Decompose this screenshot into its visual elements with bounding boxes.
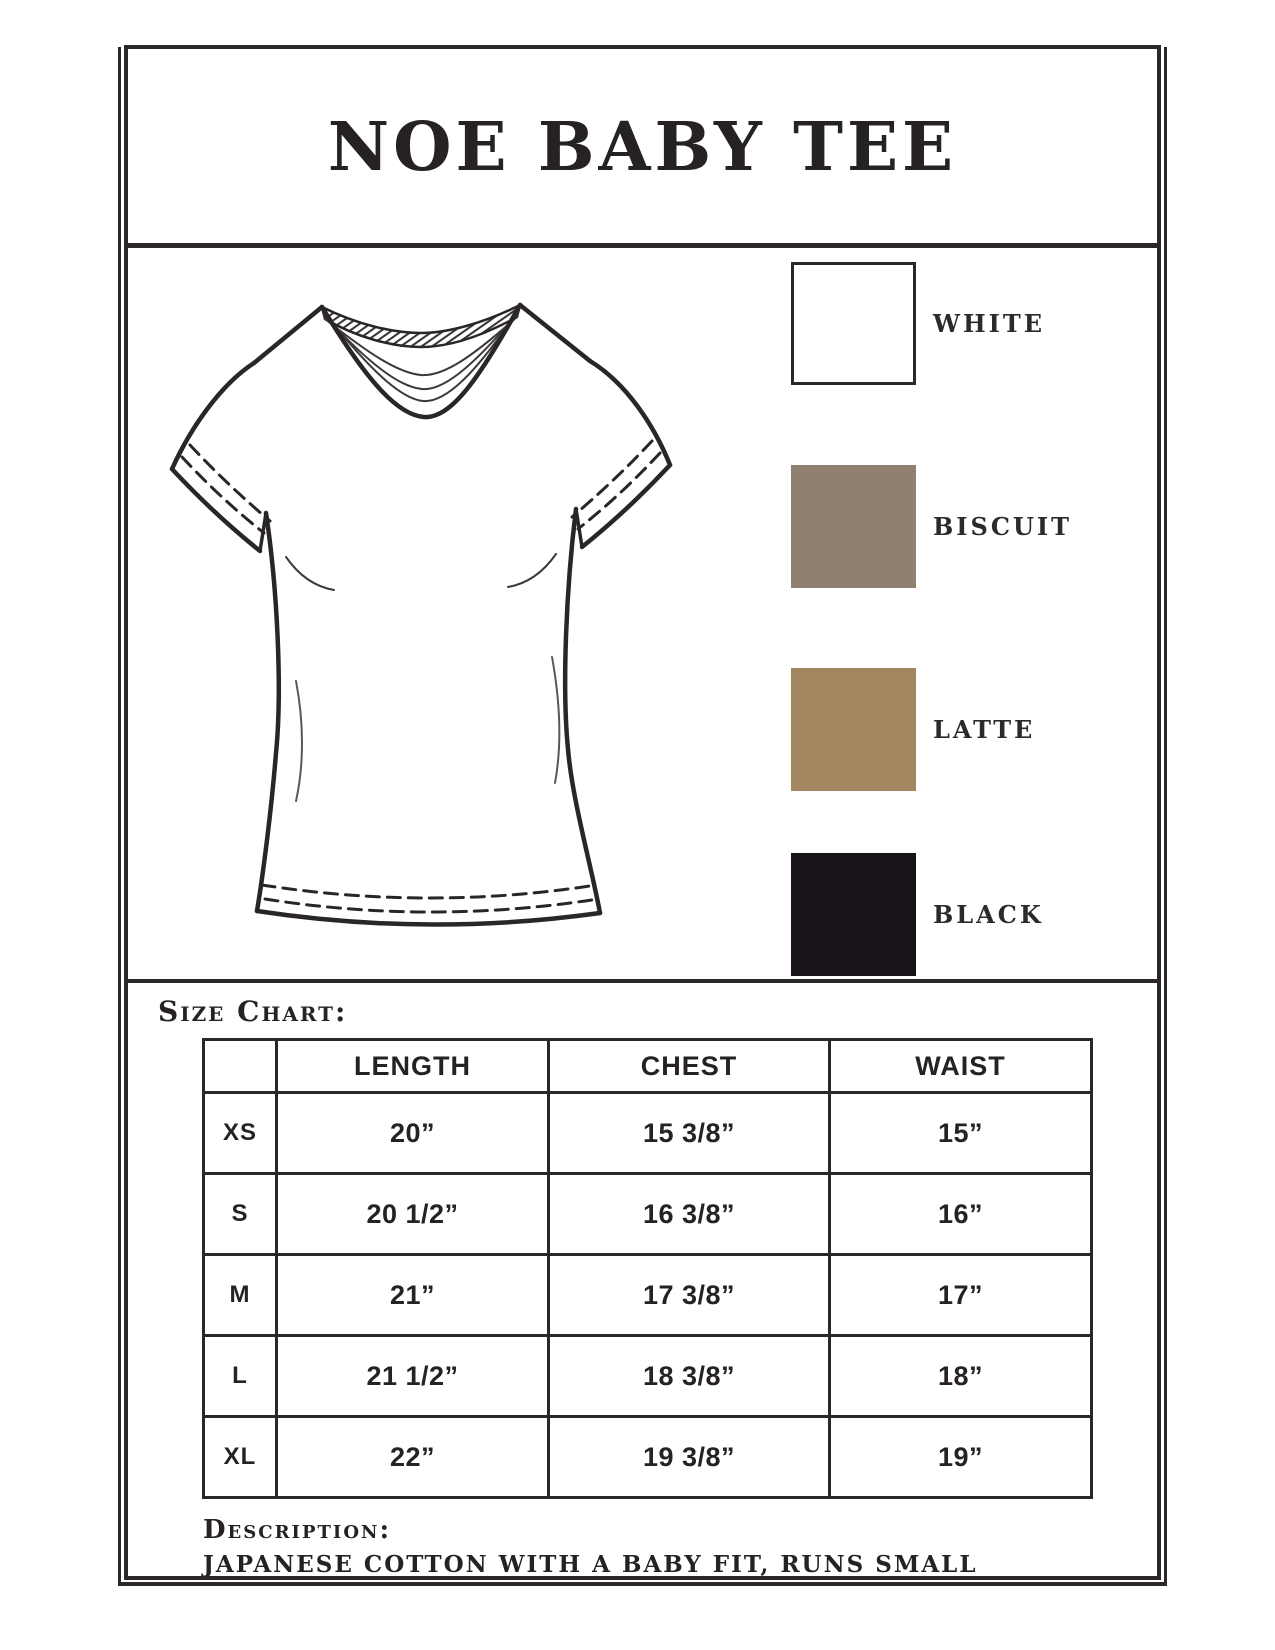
size-chart-section	[128, 983, 1157, 1578]
table-row	[204, 1174, 1092, 1255]
collar	[322, 305, 520, 417]
cell-waist: 16”	[830, 1174, 1092, 1255]
cell-chest: 18 3/8”	[549, 1336, 830, 1417]
table-row	[204, 1336, 1092, 1417]
color-swatch-white	[791, 262, 916, 385]
cell-waist: 18”	[830, 1336, 1092, 1417]
color-swatch-black	[791, 853, 916, 976]
table-row	[204, 1417, 1092, 1498]
cell-waist: 17”	[830, 1255, 1092, 1336]
size-chart-table	[202, 1038, 1093, 1499]
cell-size: L	[204, 1336, 277, 1417]
garment-section	[128, 248, 1157, 983]
title-section	[128, 49, 1157, 248]
swatch-label-latte: LATTE	[933, 715, 1036, 744]
color-swatch-latte	[791, 668, 916, 791]
page-title: NOE BABY TEE	[327, 106, 958, 186]
cell-size: M	[204, 1255, 277, 1336]
cell-chest: 16 3/8”	[549, 1174, 830, 1255]
cell-chest: 17 3/8”	[549, 1255, 830, 1336]
cell-length: 21”	[277, 1255, 549, 1336]
right-sleeve	[572, 361, 670, 547]
cell-chest: 15 3/8”	[549, 1093, 830, 1174]
header-length: LENGTH	[277, 1040, 549, 1093]
table-row	[204, 1255, 1092, 1336]
swatch-label-biscuit: BISCUIT	[933, 512, 1072, 541]
swatch-label-black: BLACK	[933, 900, 1044, 929]
left-sleeve	[172, 363, 270, 551]
cell-length: 20”	[277, 1093, 549, 1174]
swatch-row-latte	[791, 668, 1035, 791]
cell-size: XL	[204, 1417, 277, 1498]
cell-chest: 19 3/8”	[549, 1417, 830, 1498]
cell-length: 21 1/2”	[277, 1336, 549, 1417]
sheet-frame	[124, 45, 1161, 1580]
cell-length: 22”	[277, 1417, 549, 1498]
header-size	[204, 1040, 277, 1093]
swatch-row-biscuit	[791, 465, 1072, 588]
swatch-row-black	[791, 853, 1044, 976]
cell-waist: 19”	[830, 1417, 1092, 1498]
header-waist: WAIST	[830, 1040, 1092, 1093]
description-heading: Description:	[203, 1515, 392, 1545]
header-chest: CHEST	[549, 1040, 830, 1093]
table-row	[204, 1093, 1092, 1174]
swatch-row-white	[791, 262, 1045, 385]
color-swatch-biscuit	[791, 465, 916, 588]
cell-waist: 15”	[830, 1093, 1092, 1174]
table-header-row	[204, 1040, 1092, 1093]
description-text: JAPANESE COTTON WITH A BABY FIT, RUNS SMALL	[203, 1551, 978, 1578]
cell-size: S	[204, 1174, 277, 1255]
size-chart-heading: Size Chart:	[158, 995, 348, 1028]
cell-length: 20 1/2”	[277, 1174, 549, 1255]
tshirt-flat-sketch	[148, 273, 693, 928]
cell-size: XS	[204, 1093, 277, 1174]
tshirt-drawing-icon	[148, 273, 693, 928]
swatch-label-white: WHITE	[933, 309, 1046, 338]
body	[257, 509, 600, 925]
